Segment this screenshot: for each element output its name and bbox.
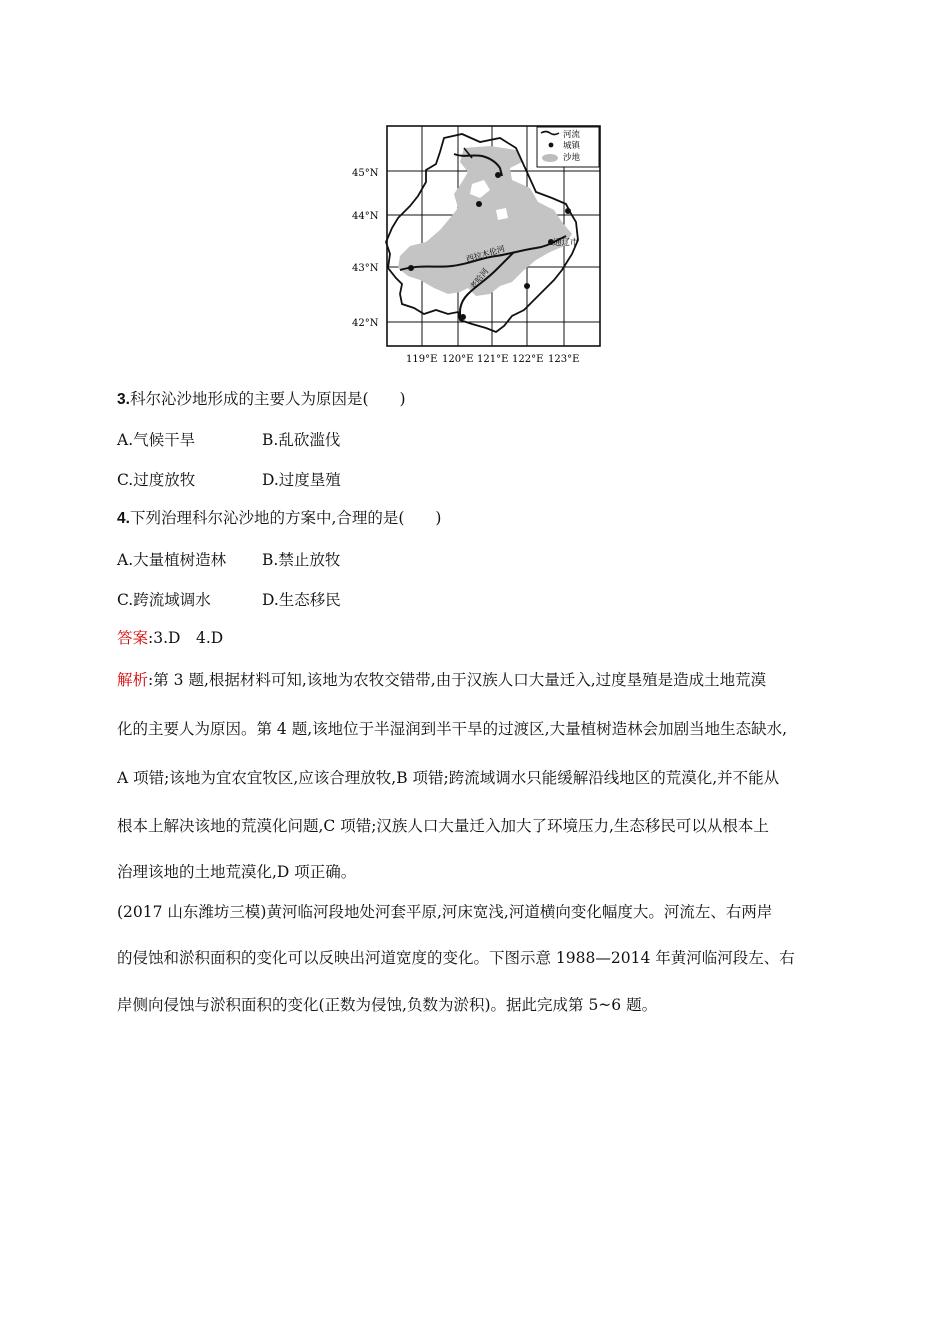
question-3-stem: [117, 389, 406, 410]
answer-line: [117, 628, 223, 648]
q3-option-a: A.气候干旱: [117, 431, 196, 449]
river-label-xilamulun: 西拉木伦河: [465, 244, 507, 264]
answer-text: :3.D 4.D: [148, 629, 224, 647]
q3-option-c: C.过度放牧: [117, 471, 196, 489]
lon-label: 120°E: [442, 354, 474, 365]
q4-option-d: D.生态移民: [262, 591, 341, 609]
question-number: 4.: [117, 510, 130, 527]
analysis-line: 治理该地的土地荒漠化,D 项正确。: [117, 863, 357, 881]
q4-option-c: C.跨流域调水: [117, 591, 211, 609]
q4-option-a: A.大量植树造林: [117, 551, 227, 569]
town-marker: [408, 265, 414, 271]
q3-option-d: D.过度垦殖: [262, 471, 341, 489]
town-marker: [460, 314, 466, 320]
legend-sand-icon: [542, 154, 558, 162]
lon-label: 121°E: [477, 354, 509, 365]
lon-label: 122°E: [512, 354, 544, 365]
analysis-line: 化的主要人为原因。第 4 题,该地位于半湿润到半干旱的过渡区,大量植树造林会加剧当地生态缺水,: [117, 720, 787, 738]
lat-label: 44°N: [352, 211, 379, 222]
question-text: 下列治理科尔沁沙地的方案中,合理的是( ): [129, 509, 442, 527]
lon-label: 119°E: [406, 354, 438, 365]
town-marker: [565, 208, 571, 214]
q4-option-b: B.禁止放牧: [262, 551, 341, 569]
town-marker: [476, 201, 482, 207]
intro-line: 岸侧向侵蚀与淤积面积的变化(正数为侵蚀,负数为淤积)。据此完成第 5~6 题。: [117, 996, 658, 1014]
lon-label: 123°E: [548, 354, 580, 365]
legend-river-label: 河流: [563, 130, 581, 140]
legend-town-icon: [549, 143, 554, 148]
question-4-stem: [117, 508, 441, 529]
korqin-sandland-map: [340, 118, 610, 373]
river-label-laoha: 老哈河: [468, 266, 491, 292]
q3-option-b: B.乱砍滥伐: [262, 431, 341, 449]
analysis-text: :第 3 题,根据材料可知,该地为农牧交错带,由于汉族人口大量迁入,过度垦殖是造成土地荒漠: [148, 671, 767, 689]
town-marker: [495, 172, 501, 178]
legend-sand-label: 沙地: [563, 153, 581, 163]
city-label-tongliao: 通辽市: [553, 238, 579, 248]
town-marker: [524, 283, 530, 289]
lat-label: 45°N: [352, 168, 379, 179]
analysis-label: 解析: [117, 671, 149, 689]
intro-line: 的侵蚀和淤积面积的变化可以反映出河道宽度的变化。下图示意 1988—2014 年黄河临河段左、右: [117, 949, 795, 967]
lat-label: 43°N: [352, 263, 379, 274]
question-number: 3.: [117, 391, 130, 408]
analysis-line: 根本上解决该地的荒漠化问题,C 项错;汉族人口大量迁入加大了环境压力,生态移民可以从根本上: [117, 817, 769, 835]
intro-line: (2017 山东潍坊三模)黄河临河段地处河套平原,河床宽浅,河道横向变化幅度大。河流左、右两岸: [117, 903, 773, 921]
question-text: 科尔沁沙地形成的主要人为原因是( ): [129, 390, 406, 408]
analysis-line: [117, 668, 837, 690]
lat-label: 42°N: [352, 318, 379, 329]
analysis-line: A 项错;该地为宜农宜牧区,应该合理放牧,B 项错;跨流域调水只能缓解沿线地区的荒漠化,并不能从: [117, 769, 780, 787]
legend-town-label: 城镇: [563, 141, 581, 151]
answer-label: 答案: [117, 629, 149, 647]
